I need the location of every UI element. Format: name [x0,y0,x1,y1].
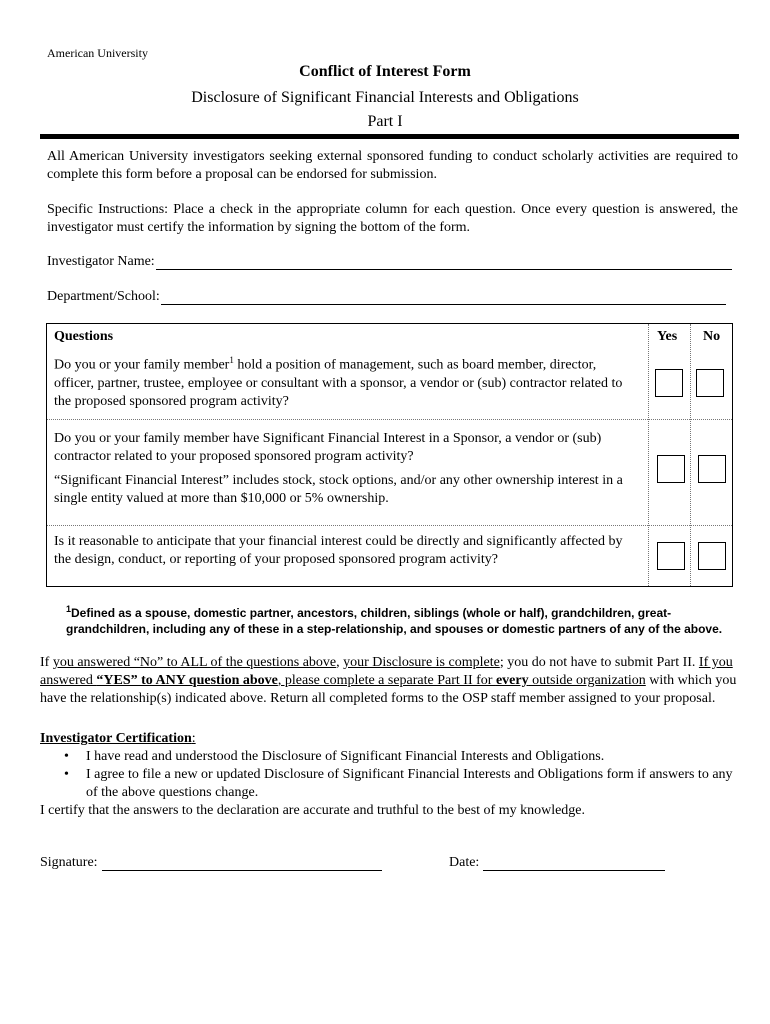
questions-header: Questions [54,329,114,344]
q2-no-checkbox[interactable] [698,455,726,483]
question-2: Do you or your family member have Significant Financial Interest in a Sponsor, a vendor or (sub) contractor related to your proposed sponsored program activity? [54,431,602,464]
footnote: $^1$Defined as a spouse, domestic partner, ancestors, children, siblings (whole or half), grandchildren, great-grandchildren, including any of these in a step-relationship, and spouses or domestic partners of any of the above. [66,604,723,636]
header-divider [40,134,739,139]
date-field [449,855,665,871]
certification-item: • I have read and understood the Disclosure of Significant Financial Interests and Obligations. [40,748,740,766]
certification-item: • I agree to file a new or updated Disclosure of Significant Financial Interests and Obligations form if answers to any of the above questions change. [40,766,740,802]
q1-no-checkbox[interactable] [696,369,724,397]
yes-header: Yes [657,329,678,344]
department-label: Department/School: [47,289,160,304]
question-2-definition: “Significant Financial Interest” includes stock, stock options, and/or any other ownership interest in a single entity valued at more than $10,000 or 5% ownership. [54,473,623,506]
investigator-name-input[interactable] [156,255,732,270]
department-input[interactable] [161,290,726,305]
organization-name: American University [47,46,148,60]
question-1: Do you or your family member$^1$ hold a position of management, such as board member, director, officer, partner, trustee, employee or consultant with a sponsor, a vendor or (sub) contractor related to the proposed sponsored program activity? [54,355,623,409]
q1-yes-checkbox[interactable] [655,369,683,397]
date-label: Date: [449,855,480,870]
questions-table [46,323,733,587]
completion-instructions: If you answered “No” to ALL of the questions above, your Disclosure is complete; you do not have to submit Part II. If you answered “YES” to ANY question above, please complete a separate Part II for every outside organization with which you have the relationship(s) indicated above. Return all completed forms to the OSP staff member assigned to your proposal. [40,655,737,706]
date-input[interactable] [483,856,665,871]
no-header: No [703,329,721,344]
certification-section: Investigator Certification: • I have read and understood the Disclosure of Significant Financial Interests and Obligations. • I agree to file a new or updated Disclosure of Significant Financial Interests and Obligations form if answers to any of the above questions change. I certify that the answers to the declaration are accurate and truthful to the best of my knowledge. [40,730,740,820]
signature-input[interactable] [102,856,382,871]
q2-yes-checkbox[interactable] [657,455,685,483]
q3-no-checkbox[interactable] [698,542,726,570]
instructions-paragraph: Specific Instructions: Place a check in the appropriate column for each question. Once every question is answered, the investigator must certify the information by signing the bottom of the form. [47,202,738,235]
investigator-name-field [47,254,732,270]
form-subtitle: Disclosure of Significant Financial Interests and Obligations [191,89,579,106]
certification-statement: I certify that the answers to the declaration are accurate and truthful to the best of my knowledge. [40,803,586,818]
signature-label: Signature: [40,855,98,870]
department-field [47,289,726,305]
question-3: Is it reasonable to anticipate that your financial interest could be directly and significantly affected by the design, conduct, or reporting of your proposed sponsored program activity? [54,534,623,567]
q3-yes-checkbox[interactable] [657,542,685,570]
form-part: Part I [367,113,403,130]
investigator-name-label: Investigator Name: [47,254,155,269]
intro-paragraph: All American University investigators seeking external sponsored funding to conduct scholarly activities are required to complete this form before a proposal can be endorsed for submission. [47,149,738,182]
certification-heading: Investigator Certification [40,731,192,746]
signature-field [40,855,382,871]
form-title: Conflict of Interest Form [299,63,471,80]
